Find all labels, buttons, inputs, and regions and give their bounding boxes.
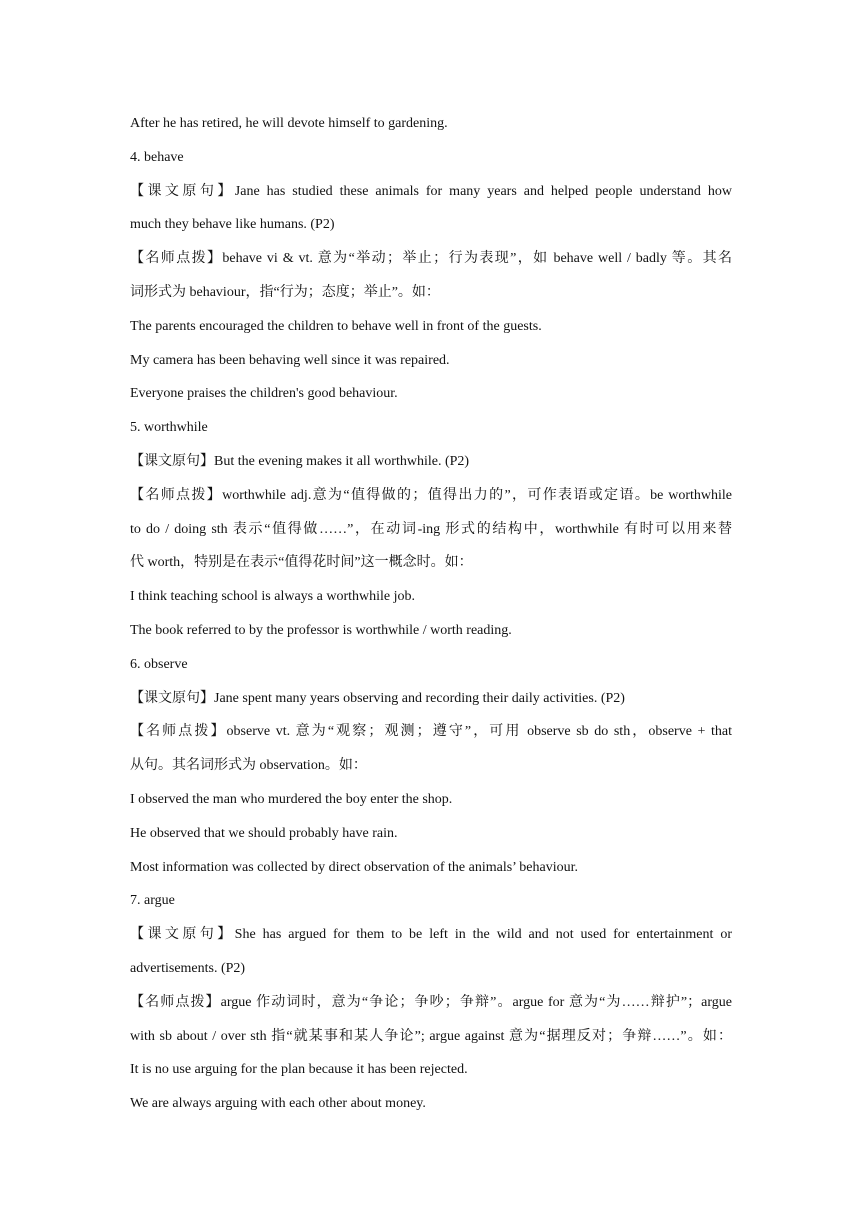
- text-line: 【课文原句】She has argued for them to be left in the wild and not used for entertainment or: [130, 927, 732, 943]
- text-line: 【名师点拨】worthwhile adj.意为“值得做的；值得出力的”，可作表语或定语。be worthwhile: [130, 487, 732, 503]
- example-sentence: Most information was collected by direct observation of the animals’ behaviour.: [130, 859, 579, 875]
- entry-heading-observe: 6. observe: [130, 656, 188, 672]
- text-line: 【名师点拨】observe vt. 意为“观察；观测；遵守”，可用 observe sb do sth，observe + that: [130, 724, 732, 740]
- example-sentence: It is no use arguing for the plan because it has been rejected.: [130, 1062, 468, 1078]
- text-line: 【名师点拨】behave vi & vt. 意为“举动；举止；行为表现”，如 behave well / badly 等。其名: [130, 251, 732, 267]
- text-line: 词形式为 behaviour，指“行为；态度；举止”。如：: [130, 284, 440, 300]
- example-sentence: He observed that we should probably have rain.: [130, 825, 398, 841]
- text-line: 【名师点拨】argue 作动词时，意为“争论；争吵；争辩”。argue for 意为“为……辩护”；argue: [130, 994, 732, 1010]
- example-sentence: I observed the man who murdered the boy enter the shop.: [130, 791, 453, 807]
- example-sentence: We are always arguing with each other about money.: [130, 1096, 426, 1112]
- text-line: After he has retired, he will devote himself to gardening.: [130, 116, 448, 131]
- example-sentence: Everyone praises the children's good behaviour.: [130, 386, 398, 402]
- example-sentence: The book referred to by the professor is worthwhile / worth reading.: [130, 622, 512, 638]
- example-sentence: My camera has been behaving well since it was repaired.: [130, 352, 450, 368]
- text-line: 从句。其名词形式为 observation。如：: [130, 758, 367, 774]
- entry-heading-worthwhile: 5. worthwhile: [130, 420, 208, 436]
- example-sentence: The parents encouraged the children to behave well in front of the guests.: [130, 318, 542, 334]
- text-line: to do / doing sth 表示“值得做……”，在动词-ing 形式的结构中，worthwhile 有时可以用来替: [130, 521, 732, 537]
- example-sentence: I think teaching school is always a worthwhile job.: [130, 589, 415, 605]
- document-body: [130, 107, 732, 1121]
- text-line: 【课文原句】Jane spent many years observing and recording their daily activities. (P2): [130, 690, 625, 706]
- text-line: 【课文原句】But the evening makes it all worthwhile. (P2): [130, 453, 470, 469]
- text-line: 代 worth，特别是在表示“值得花时间”这一概念时。如：: [130, 555, 473, 571]
- text-line: with sb about / over sth 指“就某事和某人争论”; argue against 意为“据理反对；争辩……”。如：: [130, 1028, 732, 1044]
- text-line: much they behave like humans. (P2): [130, 217, 335, 233]
- entry-heading-behave: 4. behave: [130, 149, 184, 165]
- entry-heading-argue: 7. argue: [130, 893, 175, 909]
- text-line: advertisements. (P2): [130, 960, 246, 976]
- text-line: 【课文原句】Jane has studied these animals for many years and helped people understand how: [130, 183, 732, 199]
